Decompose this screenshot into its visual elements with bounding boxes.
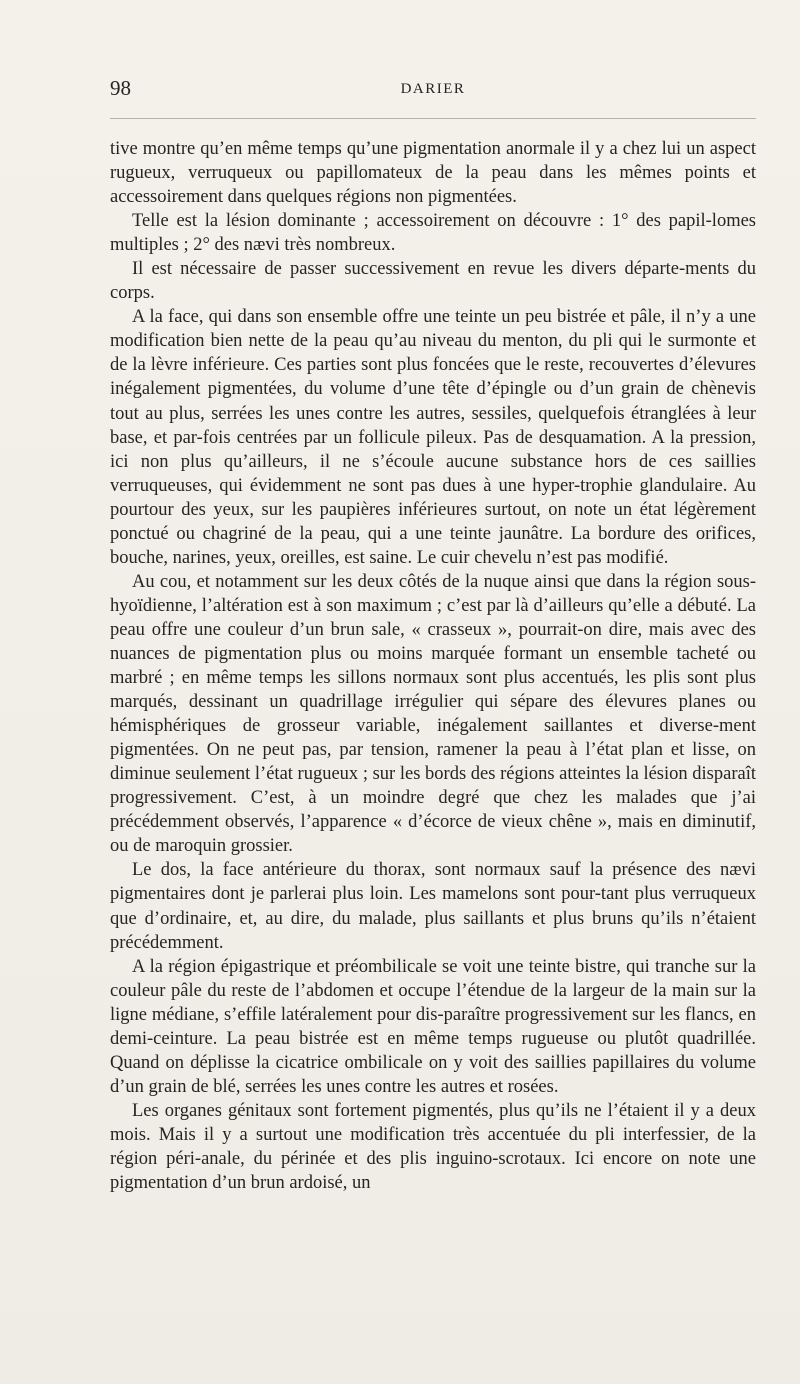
- paragraph: Au cou, et notamment sur les deux côtés de la nuque ainsi que dans la région sous-hyoïdienne, l’altération est à son maximum ; c’est par là d’ailleurs qu’elle a débuté. La peau offre une couleur d’un brun sale, « crasseux », pourrait-on dire, mais avec des nuances de pigmentation plus ou moins marquée formant un ensemble tacheté ou marbré ; en même temps les sillons normaux sont plus accentués, les plis sont plus marqués, dessinant un quadrillage irrégulier qui sépare des élevures planes ou hémisphériques de grosseur variable, inégalement saillantes et diverse-ment pigmentées. On ne peut pas, par tension, ramener la peau à l’état plan et lisse, on diminue seulement l’état rugueux ; sur les bords des régions atteintes la lésion disparaît progressivement. C’est, à un moindre degré que chez les malades que j’ai précédemment observés, l’apparence « d’écorce de vieux chêne », mais en diminutif, ou de maroquin grossier.: [110, 571, 756, 857]
- body-text: [110, 137, 756, 1195]
- paragraph: Le dos, la face antérieure du thorax, sont normaux sauf la présence des nævi pigmentaires dont je parlerai plus loin. Les mamelons sont pour-tant plus verruqueux que d’ordinaire, et, au dire, du malade, plus saillants et plus bruns qu’ils n’étaient précédemment.: [110, 860, 756, 953]
- page-header: [110, 76, 756, 106]
- running-head: DARIER: [400, 81, 466, 97]
- paragraph: Telle est la lésion dominante ; accessoirement on découvre : 1° des papil-lomes multiples ; 2° des nævi très nombreux.: [110, 211, 756, 256]
- paragraph: Les organes génitaux sont fortement pigmentés, plus qu’ils ne l’étaient il y a deux mois. Mais il y a surtout une modification très accentuée du pli interfessier, de la région péri-anale, du périnée et des plis inguino-scrotaux. Ici encore on note une pigmentation d’un brun ardoisé, un: [110, 1100, 756, 1194]
- page-number: 98: [110, 76, 131, 100]
- paragraph: A la région épigastrique et préombilicale se voit une teinte bistre, qui tranche sur la couleur pâle du reste de l’abdomen et occupe l’étendue de la largeur de la main sur la ligne médiane, s’effile latéralement pour dis-paraître progressivement sur les flancs, en demi-ceinture. La peau bistrée est en même temps rugueuse ou plutôt quadrillée. Quand on déplisse la cicatrice ombilicale on y voit des saillies papillaires du volume d’un grain de blé, serrées les unes contre les autres et rosées.: [110, 956, 756, 1097]
- paragraph: A la face, qui dans son ensemble offre une teinte un peu bistrée et pâle, il n’y a une modification bien nette de la peau qu’au niveau du menton, du pli qui le surmonte et de la lèvre inférieure. Ces parties sont plus foncées que le reste, recouvertes d’élevures inégalement pigmentées, du volume d’une tête d’épingle ou d’un grain de chènevis tout au plus, serrées les unes contre les autres, sessiles, quelquefois étranglées à leur base, et par-fois centrées par un follicule pileux. Pas de desquamation. A la pression, ici non plus qu’ailleurs, il ne s’écoule aucune substance hors de ces saillies verruqueuses, qui évidemment ne sont pas dues à une hyper-trophie glandulaire. Au pourtour des yeux, sur les paupières inférieures surtout, on note un état légèrement ponctué ou chagriné de la peau, qui a une teinte jaunâtre. La bordure des orifices, bouche, narines, yeux, oreilles, est saine. Le cuir chevelu n’est pas modifié.: [110, 307, 756, 568]
- header-rule: [110, 118, 756, 119]
- paragraph: Il est nécessaire de passer successivement en revue les divers départe-ments du corps.: [110, 259, 756, 304]
- paragraph: tive montre qu’en même temps qu’une pigmentation anormale il y a chez lui un aspect rugueux, verruqueux ou papillomateux de la peau dans les mêmes points et accessoirement dans quelques régions non pigmentées.: [110, 139, 756, 208]
